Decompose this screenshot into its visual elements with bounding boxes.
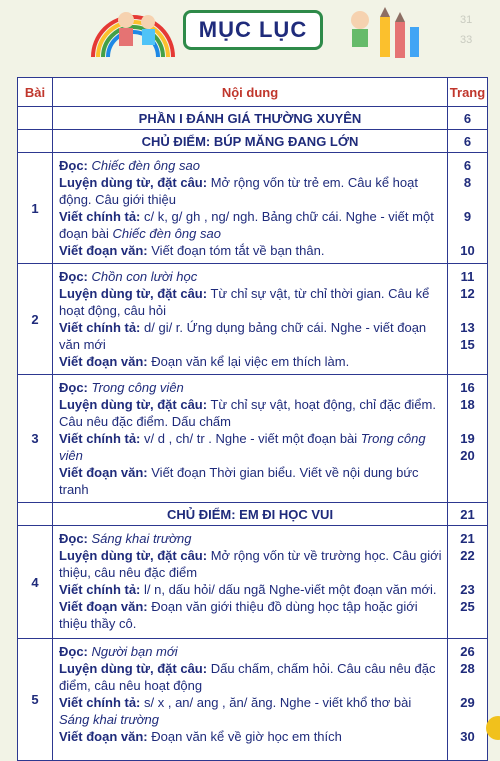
read-title: Người bạn mới — [91, 644, 178, 659]
lesson-pages — [448, 153, 488, 264]
spelling-label: Viết chính tả: — [59, 209, 141, 224]
theme-title: CHỦ ĐIỂM: BÚP MĂNG ĐANG LỚN — [53, 130, 448, 153]
page-number: 11 — [460, 269, 475, 284]
page-number: 22 — [460, 548, 475, 563]
lesson-row — [18, 153, 488, 264]
vocab-text: Từ chỉ sự vật, từ chỉ thời gian. Câu kể hoạt động, câu hỏi — [59, 286, 430, 318]
vocab-text: Mở rộng vốn từ trẻ em. Câu kể hoạt động. Câu giới thiệu — [59, 175, 418, 207]
theme-row — [18, 503, 488, 526]
section-page: 6 — [448, 107, 488, 130]
pencil-kid-illustration — [330, 2, 430, 62]
page-corner-decoration — [486, 716, 500, 740]
kids-rainbow-illustration — [88, 2, 188, 62]
spelling-title: Chiếc đèn ông sao — [112, 226, 221, 241]
page-number: 9 — [463, 209, 472, 224]
page-number: 13 — [460, 320, 475, 335]
page-title: MỤC LỤC — [183, 10, 323, 50]
spelling-text: v/ d , ch/ tr . Nghe - viết một đoạn bài — [144, 431, 358, 446]
writing-text: Đoạn văn kể về giờ học em thích — [151, 729, 342, 744]
page-number: 8 — [463, 175, 472, 190]
page-number: 12 — [460, 286, 475, 301]
page-number: 23 — [460, 582, 475, 597]
lesson-content — [53, 153, 448, 264]
page-number: 29 — [460, 695, 475, 710]
spelling-label: Viết chính tả: — [59, 320, 141, 335]
writing-text: Viết đoạn Thời gian biểu. Viết về nội dung bức tranh — [59, 465, 419, 497]
table-of-contents — [17, 77, 488, 761]
vocab-label: Luyện dùng từ, đặt câu: — [59, 175, 208, 190]
theme-page: 6 — [448, 130, 488, 153]
lesson-number: 4 — [18, 526, 53, 639]
page-number: 16 — [460, 380, 475, 395]
spelling-text: c/ k, g/ gh , ng/ ngh. Bảng chữ cái. Nghe - viết một đoạn bài — [59, 209, 434, 241]
lesson-content — [53, 526, 448, 639]
read-label: Đọc: — [59, 269, 88, 284]
page-number: 20 — [460, 448, 475, 463]
theme-page: 21 — [448, 503, 488, 526]
vocab-label: Luyện dùng từ, đặt câu: — [59, 661, 208, 676]
lesson-pages — [448, 639, 488, 761]
writing-text: Viết đoạn tóm tắt về bạn thân. — [151, 243, 325, 258]
read-title: Chồn con lười học — [91, 269, 198, 284]
page-number: 30 — [460, 729, 475, 744]
lesson-pages — [448, 526, 488, 639]
read-title: Chiếc đèn ông sao — [91, 158, 200, 173]
writing-text: Đoạn văn giới thiệu đồ dùng học tập hoặc giới thiệu thầy cô. — [59, 599, 418, 631]
section-title: PHẦN I ĐÁNH GIÁ THƯỜNG XUYÊN — [53, 107, 448, 130]
column-header-trang: Trang — [448, 78, 488, 107]
spelling-title: Sáng khai trường — [59, 712, 159, 727]
lesson-row — [18, 526, 488, 639]
lesson-number: 2 — [18, 264, 53, 375]
lesson-content — [53, 264, 448, 375]
faded-background-text: 31 — [460, 14, 473, 26]
writing-text: Đoạn văn kể lại việc em thích làm. — [151, 354, 350, 369]
spelling-label: Viết chính tả: — [59, 695, 141, 710]
vocab-text: Từ chỉ sự vật, hoạt động, chỉ đặc điểm. Câu nêu đặc điểm. Dấu chấm — [59, 397, 436, 429]
column-header-content: Nội dung — [53, 78, 448, 107]
lesson-row — [18, 264, 488, 375]
spelling-text: s/ x , an/ ang , ăn/ ăng. Nghe - viết khổ thơ bài — [144, 695, 412, 710]
vocab-label: Luyện dùng từ, đặt câu: — [59, 286, 208, 301]
read-label: Đọc: — [59, 380, 88, 395]
spelling-label: Viết chính tả: — [59, 431, 141, 446]
lesson-row — [18, 375, 488, 503]
faded-background-text: 33 — [460, 34, 473, 46]
read-label: Đọc: — [59, 644, 88, 659]
writing-label: Viết đoạn văn: — [59, 354, 148, 369]
read-title: Sáng khai trường — [91, 531, 192, 546]
writing-label: Viết đoạn văn: — [59, 729, 148, 744]
page-number: 19 — [460, 431, 475, 446]
vocab-text: Dấu chấm, chấm hỏi. Câu câu nêu đặc điểm, câu nêu hoạt động — [59, 661, 436, 693]
spelling-label: Viết chính tả: — [59, 582, 141, 597]
page-number: 21 — [460, 531, 475, 546]
lesson-content — [53, 375, 448, 503]
spelling-title: Trong công viên — [59, 431, 426, 463]
page-number: 10 — [460, 243, 475, 258]
section-row — [18, 107, 488, 130]
lesson-content — [53, 639, 448, 761]
page-number: 25 — [460, 599, 475, 614]
table-header-row — [18, 78, 488, 107]
vocab-label: Luyện dùng từ, đặt câu: — [59, 397, 208, 412]
page-number: 28 — [460, 661, 475, 676]
lesson-number: 1 — [18, 153, 53, 264]
spelling-text: d/ gi/ r. Ứng dụng bảng chữ cái. Nghe - viết đoạn văn mới — [59, 320, 427, 352]
read-label: Đọc: — [59, 158, 88, 173]
theme-title: CHỦ ĐIỂM: EM ĐI HỌC VUI — [53, 503, 448, 526]
page-header — [0, 0, 500, 75]
lesson-row — [18, 639, 488, 761]
page-number: 15 — [460, 337, 475, 352]
read-label: Đọc: — [59, 531, 88, 546]
column-header-bai: Bài — [18, 78, 53, 107]
lesson-pages — [448, 375, 488, 503]
page-number: 6 — [463, 158, 472, 173]
lesson-number: 5 — [18, 639, 53, 761]
vocab-label: Luyện dùng từ, đặt câu: — [59, 548, 208, 563]
spelling-text: l/ n, dấu hỏi/ dấu ngã Nghe-viết một đoạn văn mới. — [144, 582, 437, 597]
writing-label: Viết đoạn văn: — [59, 465, 148, 480]
vocab-text: Mở rộng vốn từ về trường học. Câu giới thiệu, câu nêu đặc điểm — [59, 548, 442, 580]
lesson-pages — [448, 264, 488, 375]
page-number: 26 — [460, 644, 475, 659]
writing-label: Viết đoạn văn: — [59, 243, 148, 258]
theme-row — [18, 130, 488, 153]
lesson-number: 3 — [18, 375, 53, 503]
read-title: Trong công viên — [91, 380, 184, 395]
page-number: 18 — [460, 397, 475, 412]
writing-label: Viết đoạn văn: — [59, 599, 148, 614]
